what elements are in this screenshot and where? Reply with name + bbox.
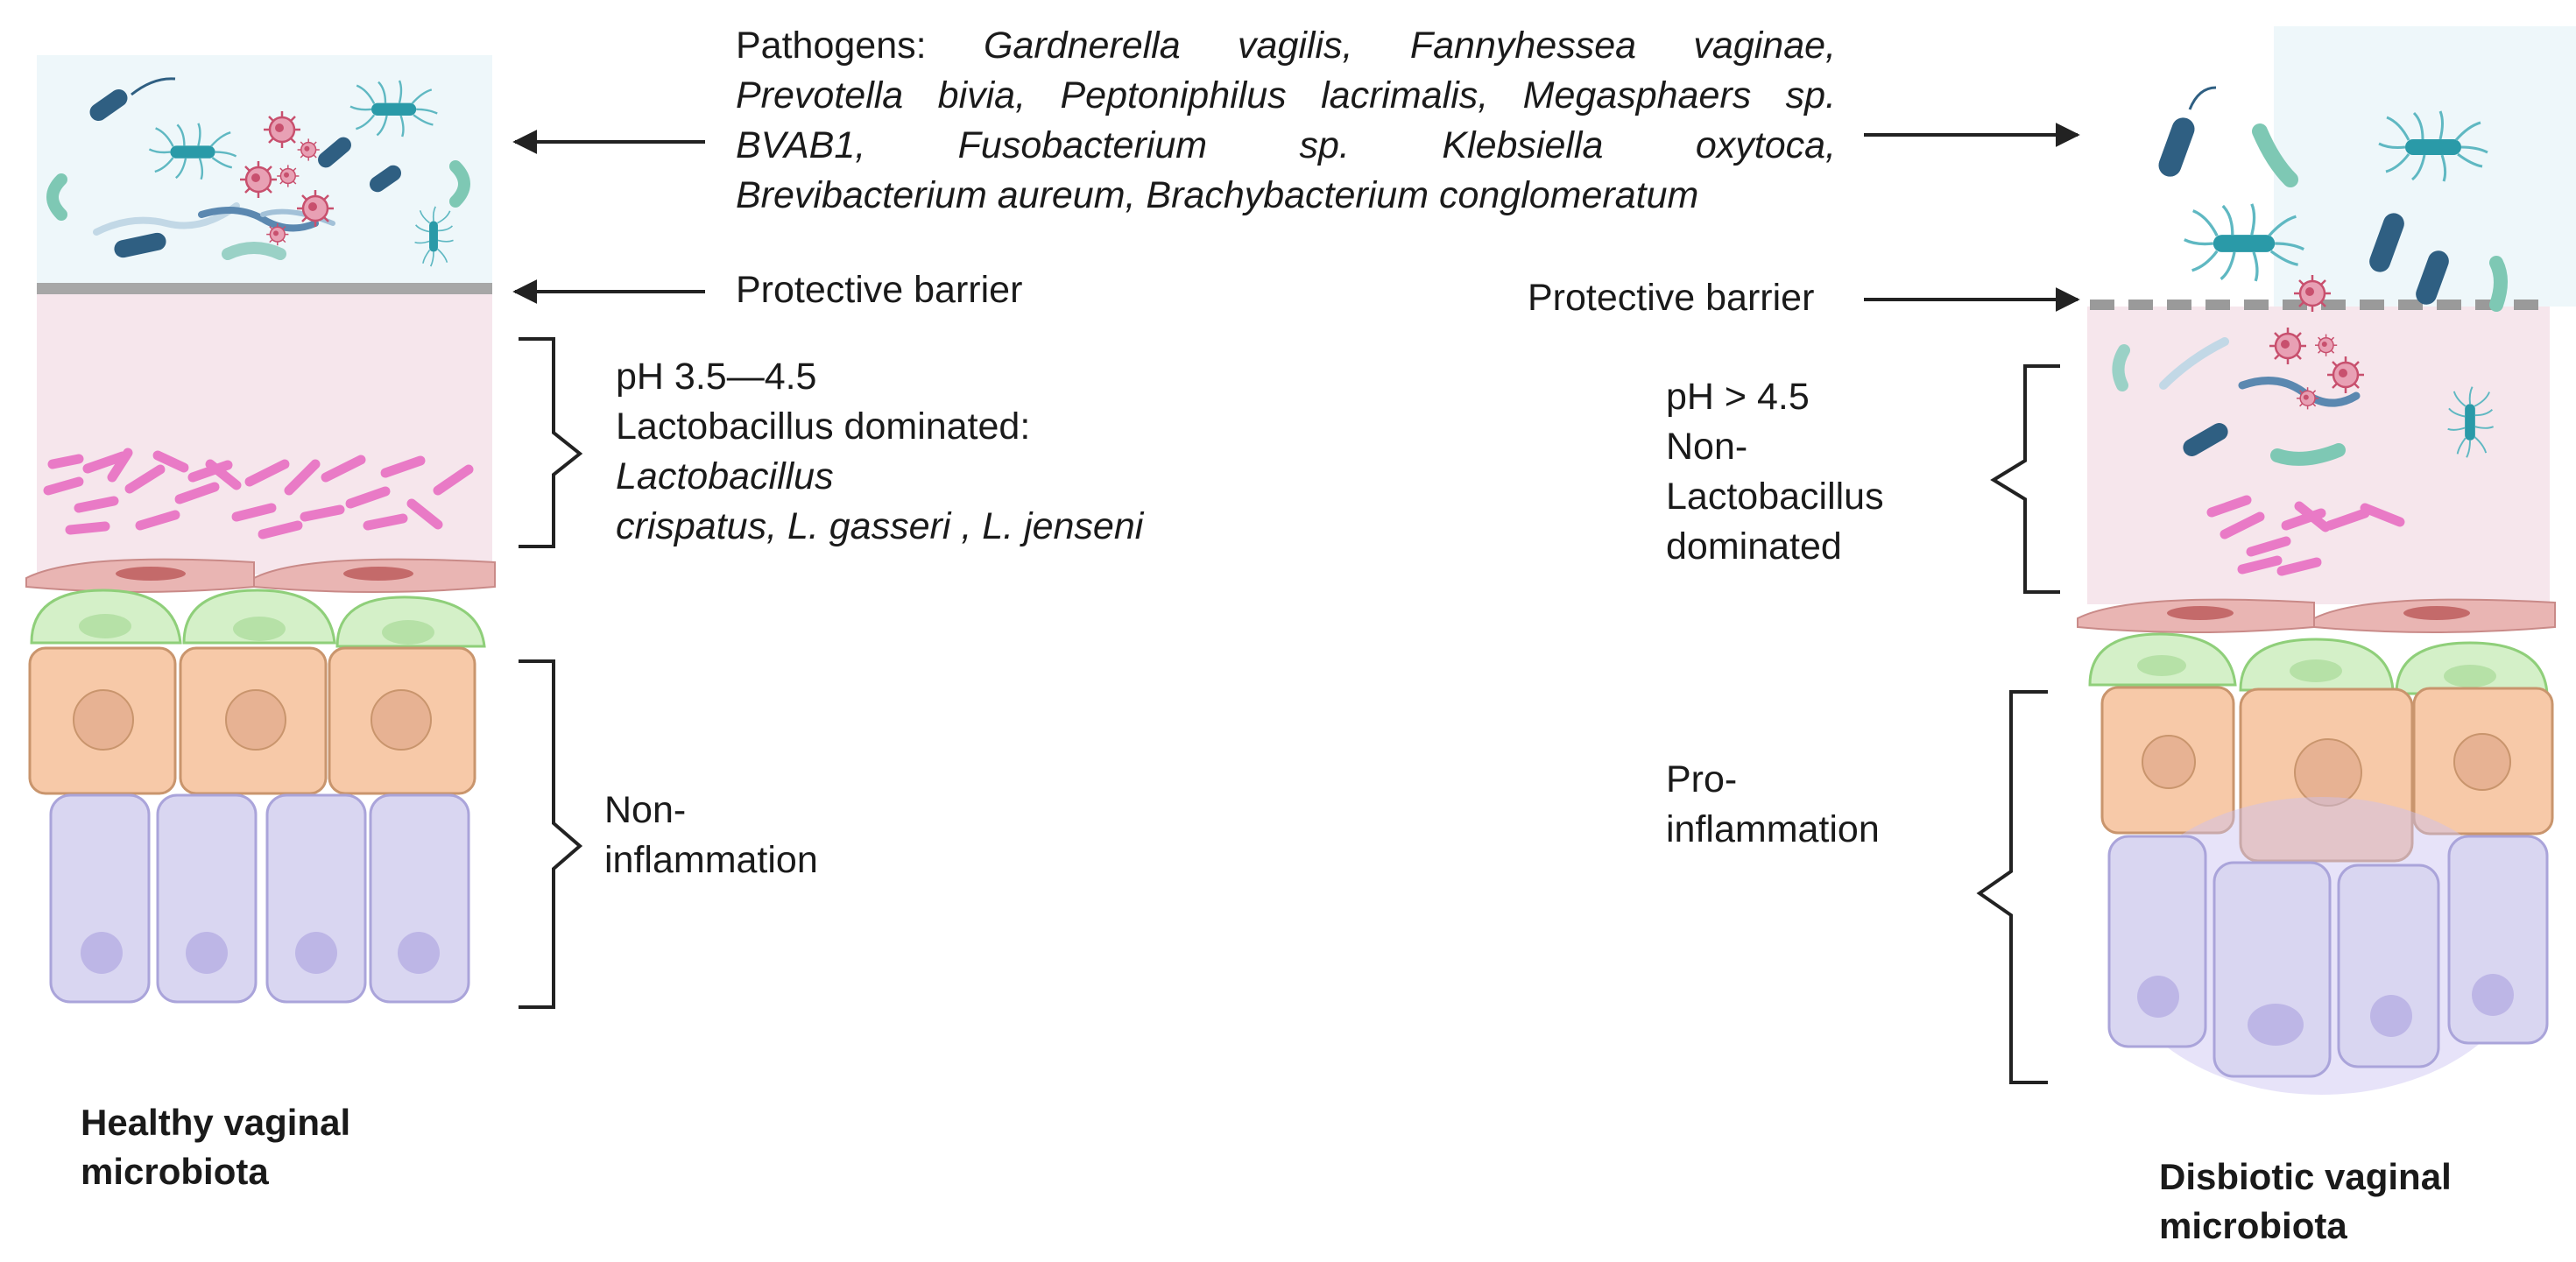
pathogens-prefix: Pathogens: — [736, 25, 927, 67]
healthy-inflammation-2: inflammation — [604, 839, 818, 881]
healthy-intermediate-cells — [30, 648, 475, 793]
healthy-title-2: microbiota — [81, 1151, 269, 1192]
dysbiotic-superficial-cells — [2090, 634, 2547, 694]
brace-healthy-inflammation — [519, 661, 580, 1007]
dysbiotic-ph: pH > 4.5 — [1666, 376, 1810, 418]
healthy-protective-barrier — [37, 283, 492, 294]
dysbiotic-lumen — [2274, 26, 2576, 307]
healthy-panel — [26, 55, 495, 1002]
healthy-barrier-label: Protective barrier — [736, 269, 1023, 311]
dysbiotic-inflammation-1: Pro- — [1666, 758, 1738, 800]
pathogens-line-3: BVAB1, Fusobacterium sp. Klebsiella oxytoca, — [736, 124, 1836, 166]
healthy-ph: pH 3.5—4.5 — [616, 356, 817, 398]
dysbiotic-title-1: Disbiotic vaginal — [2159, 1156, 2452, 1197]
healthy-species-2: crispatus, L. gasseri , L. jenseni — [616, 505, 1144, 547]
brace-dysbiotic-mucus — [1994, 366, 2060, 592]
dysbiotic-inflammation-2: inflammation — [1666, 808, 1880, 850]
dysbiotic-dominance-3: dominated — [1666, 525, 1842, 568]
brace-dysbiotic-inflammation — [1980, 692, 2048, 1082]
dysbiotic-barrier-label: Protective barrier — [1528, 277, 1815, 319]
healthy-basal-cells — [51, 795, 469, 1002]
healthy-inflammation-1: Non- — [604, 789, 687, 831]
pathogens-line-2: Prevotella bivia, Peptoniphilus lacrimalis, Megasphaers sp. — [736, 74, 1836, 116]
brace-healthy-mucus — [519, 339, 580, 546]
healthy-title-1: Healthy vaginal — [81, 1102, 351, 1143]
healthy-species-1: Lactobacillus — [616, 455, 834, 497]
dysbiotic-squamous-cells — [2078, 600, 2555, 632]
pathogens-text-1: Gardnerella vagilis, Fannyhessea vaginae, — [983, 25, 1837, 67]
healthy-superficial-cells — [32, 590, 484, 646]
pathogens-line-4: Brevibacterium aureum, Brachybacterium conglomeratum — [736, 174, 1699, 216]
pathogens-line-1 — [736, 21, 1836, 71]
pathogens-list — [736, 21, 1836, 221]
dysbiotic-panel — [2078, 26, 2576, 1095]
healthy-dominance: Lactobacillus dominated: — [616, 405, 1031, 448]
dysbiotic-dominance-2: Lactobacillus — [1666, 476, 1884, 518]
dysbiotic-dominance-1: Non- — [1666, 426, 1748, 468]
dysbiotic-title-2: microbiota — [2159, 1205, 2347, 1246]
dysbiotic-basal-cells — [2109, 836, 2547, 1076]
